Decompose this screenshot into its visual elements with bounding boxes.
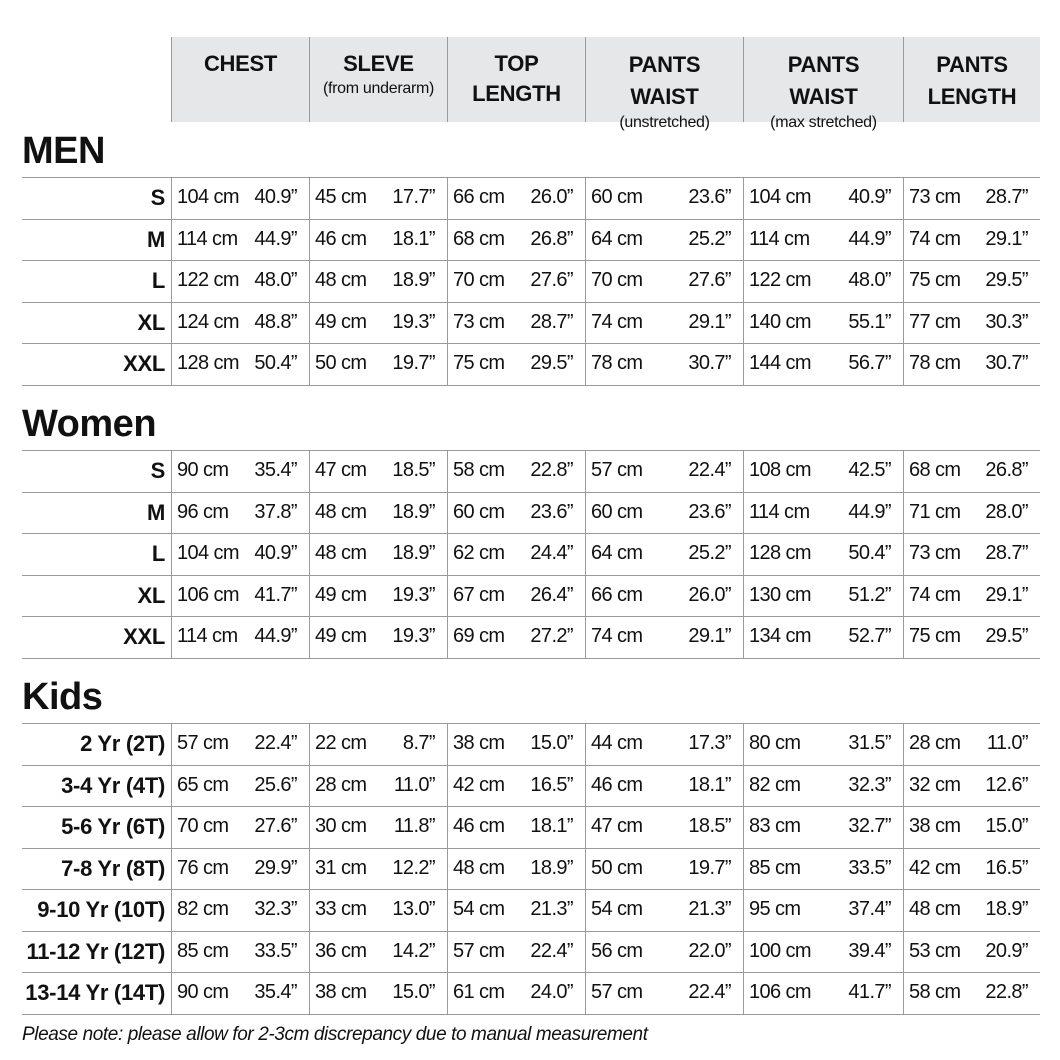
column-header-title: CHEST (203, 51, 278, 76)
inch-value: 27.6” (530, 269, 573, 291)
cm-value: 73 cm (909, 542, 961, 564)
cm-value: 104 cm (177, 186, 239, 208)
inch-value: 15.0” (985, 815, 1028, 837)
inch-value: 21.3” (530, 898, 573, 920)
cm-value: 78 cm (909, 352, 961, 374)
table-row (0, 931, 1040, 972)
inch-value: 50.4” (848, 542, 891, 564)
inch-value: 25.2” (688, 228, 731, 250)
inch-value: 29.5” (530, 352, 573, 374)
section-title-women: Women (22, 403, 157, 445)
inch-value: 26.8” (530, 228, 573, 250)
inch-value: 29.1” (985, 584, 1028, 606)
inch-value: 19.7” (392, 352, 435, 374)
size-label: S (150, 458, 165, 483)
inch-value: 25.6” (254, 774, 297, 796)
inch-value: 30.7” (688, 352, 731, 374)
inch-value: 14.2” (392, 940, 435, 962)
cm-value: 38 cm (315, 981, 367, 1003)
size-label: 9-10 Yr (10T) (37, 897, 165, 922)
inch-value: 8.7” (402, 732, 435, 754)
inch-value: 29.1” (985, 228, 1028, 250)
inch-value: 17.3” (688, 732, 731, 754)
inch-value: 28.7” (530, 311, 573, 333)
inch-value: 35.4” (254, 981, 297, 1003)
cm-value: 60 cm (591, 186, 643, 208)
cm-value: 42 cm (909, 857, 961, 879)
cm-value: 60 cm (591, 501, 643, 523)
size-label: XXL (123, 351, 165, 376)
cm-value: 71 cm (909, 501, 961, 523)
inch-value: 18.9” (530, 857, 573, 879)
inch-value: 26.8” (985, 459, 1028, 481)
inch-value: 48.8” (254, 311, 297, 333)
cm-value: 100 cm (749, 940, 811, 962)
cm-value: 50 cm (315, 352, 367, 374)
cm-value: 66 cm (453, 186, 505, 208)
cm-value: 73 cm (453, 311, 505, 333)
size-label: 11-12 Yr (12T) (26, 939, 165, 964)
cm-value: 74 cm (909, 228, 961, 250)
cm-value: 54 cm (453, 898, 505, 920)
section-title-kids: Kids (22, 676, 103, 718)
size-label: 5-6 Yr (6T) (61, 814, 165, 839)
cm-value: 95 cm (749, 898, 801, 920)
cm-value: 65 cm (177, 774, 229, 796)
cm-value: 44 cm (591, 732, 643, 754)
cm-value: 82 cm (749, 774, 801, 796)
cm-value: 134 cm (749, 625, 811, 647)
cm-value: 68 cm (453, 228, 505, 250)
column-header-title: PANTS WAIST (787, 52, 860, 109)
size-label: S (150, 185, 165, 210)
inch-value: 18.9” (392, 269, 435, 291)
cm-value: 31 cm (315, 857, 367, 879)
cm-value: 114 cm (749, 501, 810, 523)
cm-value: 30 cm (315, 815, 367, 837)
column-header-title: PANTS WAIST (628, 52, 701, 109)
cm-value: 130 cm (749, 584, 811, 606)
cm-value: 66 cm (591, 584, 643, 606)
cm-value: 53 cm (909, 940, 961, 962)
inch-value: 11.0” (393, 774, 435, 796)
inch-value: 37.8” (254, 501, 297, 523)
inch-value: 29.9” (254, 857, 297, 879)
inch-value: 33.5” (848, 857, 891, 879)
cm-value: 50 cm (591, 857, 643, 879)
column-header-title: TOP LENGTH (472, 51, 561, 106)
table-row (0, 450, 1040, 491)
cm-value: 58 cm (453, 459, 505, 481)
cm-value: 73 cm (909, 186, 961, 208)
cm-value: 61 cm (453, 981, 505, 1003)
row-divider (22, 1014, 1040, 1015)
cm-value: 70 cm (453, 269, 505, 291)
cm-value: 48 cm (315, 542, 367, 564)
inch-value: 28.7” (985, 186, 1028, 208)
table-row (0, 343, 1040, 384)
inch-value: 32.7” (848, 815, 891, 837)
cm-value: 47 cm (315, 459, 367, 481)
cm-value: 80 cm (749, 732, 801, 754)
inch-value: 27.2” (530, 625, 573, 647)
inch-value: 30.7” (985, 352, 1028, 374)
size-label: M (146, 500, 165, 525)
inch-value: 22.0” (688, 940, 731, 962)
inch-value: 29.5” (985, 269, 1028, 291)
inch-value: 11.8” (393, 815, 435, 837)
cm-value: 56 cm (591, 940, 643, 962)
inch-value: 51.2” (848, 584, 891, 606)
section-title-men: MEN (22, 130, 105, 172)
cm-value: 90 cm (177, 981, 229, 1003)
cm-value: 108 cm (749, 459, 811, 481)
inch-value: 28.7” (985, 542, 1028, 564)
cm-value: 70 cm (177, 815, 229, 837)
column-header-4 (585, 37, 743, 131)
inch-value: 22.8” (530, 459, 573, 481)
cm-value: 106 cm (749, 981, 811, 1003)
cm-value: 48 cm (315, 269, 367, 291)
cm-value: 82 cm (177, 898, 229, 920)
cm-value: 57 cm (591, 459, 643, 481)
cm-value: 68 cm (909, 459, 961, 481)
size-label: L (151, 541, 165, 566)
table-row (0, 806, 1040, 847)
inch-value: 29.1” (688, 311, 731, 333)
inch-value: 26.0” (530, 186, 573, 208)
cm-value: 45 cm (315, 186, 367, 208)
size-label: XL (137, 583, 165, 608)
cm-value: 122 cm (749, 269, 811, 291)
column-header-subtitle: (unstretched) (619, 114, 710, 131)
inch-value: 16.5” (530, 774, 573, 796)
inch-value: 44.9” (848, 228, 891, 250)
cm-value: 42 cm (453, 774, 505, 796)
inch-value: 29.1” (688, 625, 731, 647)
cm-value: 114 cm (177, 228, 238, 250)
inch-value: 44.9” (254, 625, 297, 647)
inch-value: 48.0” (848, 269, 891, 291)
inch-value: 17.7” (392, 186, 435, 208)
row-divider (22, 385, 1040, 386)
cm-value: 78 cm (591, 352, 643, 374)
table-row (0, 177, 1040, 218)
cm-value: 85 cm (177, 940, 229, 962)
inch-value: 39.4” (848, 940, 891, 962)
inch-value: 35.4” (254, 459, 297, 481)
inch-value: 41.7” (848, 981, 891, 1003)
cm-value: 47 cm (591, 815, 643, 837)
column-header-3 (447, 37, 585, 122)
table-row (0, 302, 1040, 343)
cm-value: 70 cm (591, 269, 643, 291)
inch-value: 26.0” (688, 584, 731, 606)
cm-value: 58 cm (909, 981, 961, 1003)
inch-value: 22.4” (688, 459, 731, 481)
cm-value: 46 cm (453, 815, 505, 837)
cm-value: 64 cm (591, 228, 643, 250)
table-row (0, 848, 1040, 889)
table-row (0, 219, 1040, 260)
inch-value: 22.8” (985, 981, 1028, 1003)
cm-value: 83 cm (749, 815, 801, 837)
inch-value: 18.9” (392, 542, 435, 564)
inch-value: 13.0” (392, 898, 435, 920)
inch-value: 55.1” (848, 311, 891, 333)
inch-value: 32.3” (254, 898, 297, 920)
cm-value: 69 cm (453, 625, 505, 647)
cm-value: 128 cm (749, 542, 811, 564)
cm-value: 46 cm (315, 228, 367, 250)
inch-value: 18.9” (392, 501, 435, 523)
cm-value: 22 cm (315, 732, 367, 754)
inch-value: 30.3” (985, 311, 1028, 333)
inch-value: 25.2” (688, 542, 731, 564)
cm-value: 76 cm (177, 857, 229, 879)
inch-value: 18.5” (688, 815, 731, 837)
column-header-title: PANTS LENGTH (927, 52, 1017, 109)
cm-value: 38 cm (453, 732, 505, 754)
cm-value: 57 cm (591, 981, 643, 1003)
inch-value: 40.9” (848, 186, 891, 208)
table-row (0, 723, 1040, 764)
size-label: M (146, 227, 165, 252)
inch-value: 27.6” (254, 815, 297, 837)
size-label: 3-4 Yr (4T) (61, 773, 165, 798)
cm-value: 32 cm (909, 774, 961, 796)
cm-value: 104 cm (177, 542, 239, 564)
cm-value: 85 cm (749, 857, 801, 879)
inch-value: 23.6” (688, 186, 731, 208)
cm-value: 77 cm (909, 311, 961, 333)
inch-value: 26.4” (530, 584, 573, 606)
inch-value: 20.9” (985, 940, 1028, 962)
cm-value: 67 cm (453, 584, 505, 606)
cm-value: 64 cm (591, 542, 643, 564)
cm-value: 57 cm (453, 940, 505, 962)
cm-value: 48 cm (315, 501, 367, 523)
inch-value: 21.3” (688, 898, 731, 920)
inch-value: 11.0” (986, 732, 1028, 754)
cm-value: 106 cm (177, 584, 239, 606)
inch-value: 24.4” (530, 542, 573, 564)
inch-value: 50.4” (254, 352, 297, 374)
inch-value: 23.6” (688, 501, 731, 523)
inch-value: 22.4” (254, 732, 297, 754)
inch-value: 44.9” (254, 228, 297, 250)
inch-value: 12.6” (985, 774, 1028, 796)
inch-value: 22.4” (688, 981, 731, 1003)
inch-value: 31.5” (848, 732, 891, 754)
inch-value: 18.1” (392, 228, 435, 250)
size-label: L (151, 268, 165, 293)
cm-value: 60 cm (453, 501, 505, 523)
table-row (0, 765, 1040, 806)
cm-value: 62 cm (453, 542, 505, 564)
inch-value: 15.0” (392, 981, 435, 1003)
inch-value: 23.6” (530, 501, 573, 523)
table-row (0, 889, 1040, 930)
table-row (0, 972, 1040, 1013)
cm-value: 54 cm (591, 898, 643, 920)
column-header-title: SLEVE (343, 51, 414, 76)
inch-value: 40.9” (254, 542, 297, 564)
inch-value: 56.7” (848, 352, 891, 374)
inch-value: 19.3” (392, 584, 435, 606)
cm-value: 48 cm (909, 898, 961, 920)
cm-value: 57 cm (177, 732, 229, 754)
row-divider (22, 658, 1040, 659)
cm-value: 38 cm (909, 815, 961, 837)
size-label: 13-14 Yr (14T) (25, 980, 165, 1005)
cm-value: 90 cm (177, 459, 229, 481)
cm-value: 74 cm (591, 311, 643, 333)
size-label: 7-8 Yr (8T) (61, 856, 165, 881)
column-header-subtitle: (max stretched) (770, 114, 877, 131)
cm-value: 75 cm (453, 352, 505, 374)
cm-value: 28 cm (315, 774, 367, 796)
cm-value: 74 cm (591, 625, 643, 647)
inch-value: 12.2” (392, 857, 435, 879)
table-row (0, 575, 1040, 616)
inch-value: 40.9” (254, 186, 297, 208)
cm-value: 114 cm (177, 625, 238, 647)
cm-value: 114 cm (749, 228, 810, 250)
inch-value: 48.0” (254, 269, 297, 291)
inch-value: 29.5” (985, 625, 1028, 647)
inch-value: 37.4” (848, 898, 891, 920)
cm-value: 140 cm (749, 311, 811, 333)
inch-value: 19.7” (688, 857, 731, 879)
cm-value: 96 cm (177, 501, 229, 523)
inch-value: 16.5” (985, 857, 1028, 879)
column-header-1 (171, 37, 309, 122)
cm-value: 49 cm (315, 625, 367, 647)
cm-value: 124 cm (177, 311, 239, 333)
cm-value: 128 cm (177, 352, 239, 374)
cm-value: 75 cm (909, 269, 961, 291)
cm-value: 122 cm (177, 269, 239, 291)
table-row (0, 492, 1040, 533)
inch-value: 18.1” (688, 774, 731, 796)
inch-value: 42.5” (848, 459, 891, 481)
cm-value: 46 cm (591, 774, 643, 796)
cm-value: 75 cm (909, 625, 961, 647)
inch-value: 52.7” (848, 625, 891, 647)
column-header-2 (309, 37, 447, 122)
inch-value: 28.0” (985, 501, 1028, 523)
column-header-6 (903, 37, 1040, 122)
measurement-note: Please note: please allow for 2-3cm discrepancy due to manual measurement (22, 1024, 648, 1045)
cm-value: 49 cm (315, 584, 367, 606)
size-label: 2 Yr (2T) (80, 731, 165, 756)
size-label: XL (137, 310, 165, 335)
inch-value: 18.9” (985, 898, 1028, 920)
inch-value: 15.0” (530, 732, 573, 754)
table-row (0, 616, 1040, 657)
cm-value: 48 cm (453, 857, 505, 879)
cm-value: 49 cm (315, 311, 367, 333)
inch-value: 18.1” (530, 815, 573, 837)
size-label: XXL (123, 624, 165, 649)
column-header-subtitle: (from underarm) (322, 80, 435, 97)
column-header-5 (743, 37, 903, 131)
inch-value: 27.6” (688, 269, 731, 291)
inch-value: 33.5” (254, 940, 297, 962)
table-row (0, 260, 1040, 301)
inch-value: 18.5” (392, 459, 435, 481)
inch-value: 41.7” (254, 584, 297, 606)
inch-value: 24.0” (530, 981, 573, 1003)
inch-value: 19.3” (392, 311, 435, 333)
inch-value: 44.9” (848, 501, 891, 523)
inch-value: 19.3” (392, 625, 435, 647)
cm-value: 104 cm (749, 186, 811, 208)
inch-value: 32.3” (848, 774, 891, 796)
table-row (0, 533, 1040, 574)
cm-value: 36 cm (315, 940, 367, 962)
cm-value: 144 cm (749, 352, 811, 374)
cm-value: 74 cm (909, 584, 961, 606)
cm-value: 33 cm (315, 898, 367, 920)
cm-value: 28 cm (909, 732, 961, 754)
inch-value: 22.4” (530, 940, 573, 962)
